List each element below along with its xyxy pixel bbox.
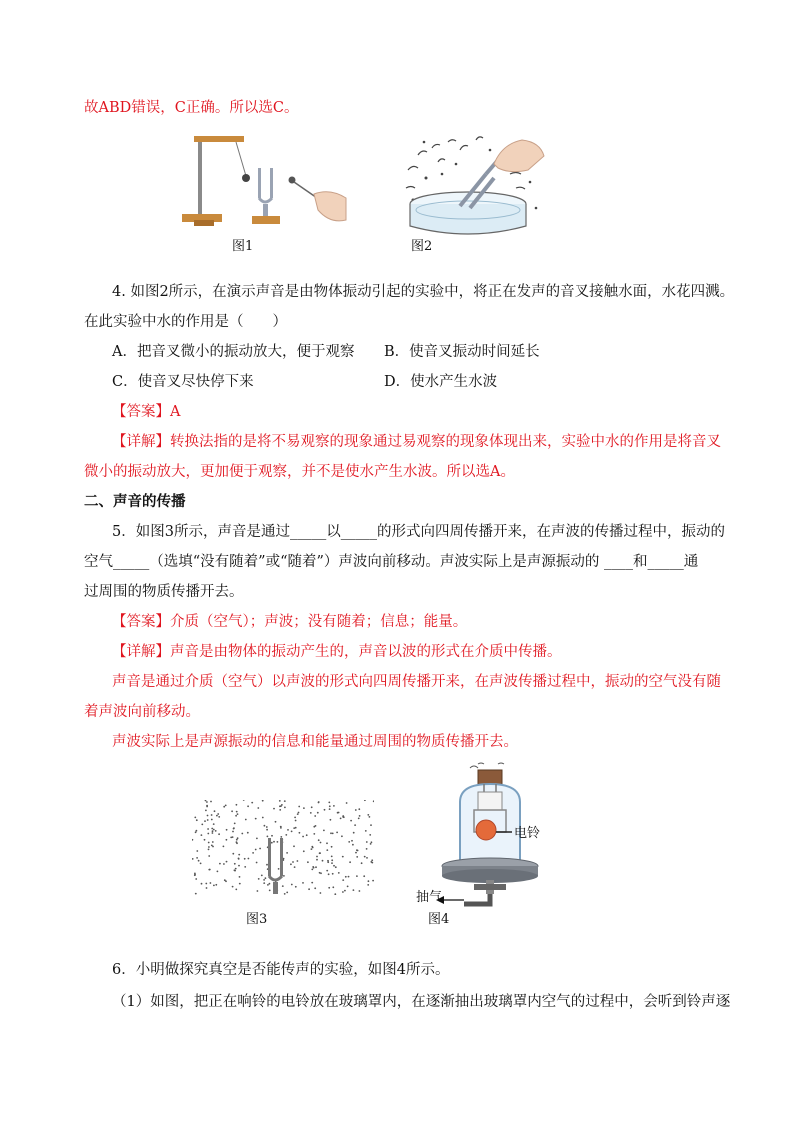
figure-3-caption: 图3 <box>246 912 268 927</box>
q6-sub1: （1）如图，把正在响铃的电铃放在玻璃罩内，在逐渐抽出玻璃罩内空气的过程中，会听到铃声逐 <box>112 994 731 1010</box>
q4-option-a: A．把音叉微小的振动放大，便于观察 <box>112 344 355 360</box>
q4-stem-line1: 4. 如图2所示，在演示声音是由物体振动引起的实验中，将正在发声的音叉接触水面，水花四溅。 <box>112 284 735 300</box>
q5-detail2-line1: 声音是通过介质（空气）以声波的形式向四周传播开来，在声波传播过程中，振动的空气没有随 <box>112 674 721 690</box>
figure-2-fork-in-water <box>398 130 548 242</box>
prev-answer-line: 故ABD错误，C正确。所以选C。 <box>84 100 299 116</box>
q5-answer: 【答案】介质（空气）；声波；没有随着；信息；能量。 <box>112 614 468 630</box>
q4-option-d: D．使水产生水波 <box>384 374 498 390</box>
q6-stem: 6．小明做探究真空是否能传声的实验，如图4所示。 <box>112 962 450 978</box>
figure-4-label-bell: 电铃 <box>514 826 541 841</box>
figure-1-pendulum-tuning-fork <box>180 128 350 233</box>
q5-line1: 5．如图3所示，声音是通过_____以_____的形式向四周传播开来，在声波的传播过程中，振动的 <box>112 524 725 540</box>
q5-detail3: 声波实际上是声源振动的信息和能量通过周围的物质传播开去。 <box>112 734 518 750</box>
q5-detail1: 【详解】声音是由物体的振动产生的，声音以波的形式在介质中传播。 <box>112 644 562 660</box>
figure-4-caption: 图4 <box>428 912 450 927</box>
q4-detail-line1: 【详解】转换法指的是将不易观察的现象通过易观察的现象体现出来，实验中水的作用是将音叉 <box>112 434 721 450</box>
q5-line2: 空气_____（选填“没有随着”或“随着”）声波向前移动。声波实际上是声源振动的 ____和_____通 <box>84 554 699 570</box>
figure-3-sound-wave-particles <box>192 800 374 895</box>
q5-line3: 过周围的物质传播开去。 <box>84 584 244 600</box>
q4-stem-line2: 在此实验中水的作用是（ ） <box>84 314 287 330</box>
q4-option-c: C．使音叉尽快停下来 <box>112 374 254 390</box>
section-2-title: 二、声音的传播 <box>84 493 186 510</box>
q5-detail2-line2: 着声波向前移动。 <box>84 704 200 720</box>
q4-option-b: B．使音叉振动时间延长 <box>384 344 540 360</box>
figure-4-label-pump: 抽气 <box>416 890 443 905</box>
q4-detail-line2: 微小的振动放大，更加便于观察，并不是使水产生水波。所以选A。 <box>84 464 515 480</box>
figure-2-caption: 图2 <box>411 239 433 254</box>
q4-answer: 【答案】A <box>112 404 181 420</box>
figure-1-caption: 图1 <box>232 239 254 254</box>
